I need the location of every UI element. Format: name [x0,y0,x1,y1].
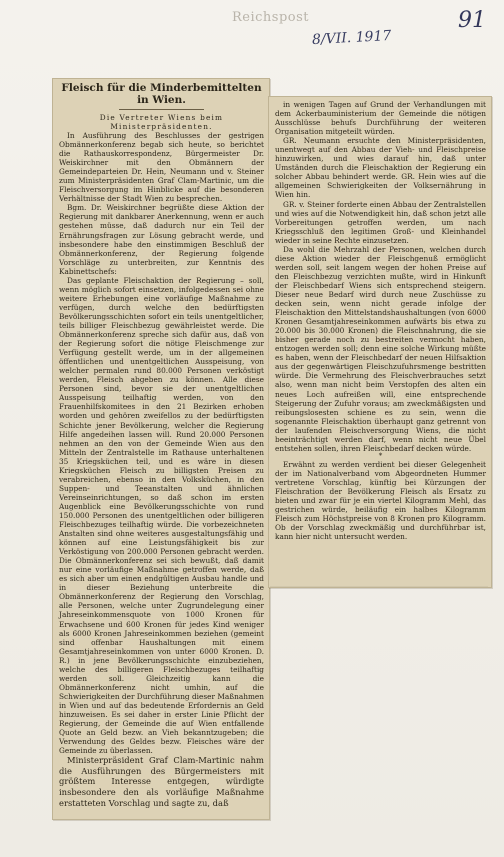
left-paragraph: Bgm. Dr. Weiskirchner begrüßte diese Aktion der Regierung mit dankbarer Anerkennung, wenn er auch gestehen müsse, daß dadurch nur ein Teil der Ernährungsfragen zur Lösung gebracht werde, und insbesondere habe den einstimmigen Beschluß der Obmännerkonferenz, der Regierung folgende Vorschläge zu unterbreiten, zur Kenntnis des Kabinettschefs: [59,203,264,276]
right-column-text [269,97,491,545]
article-subtitle: Die Vertreter Wiens beim Ministerpräsidenten. [99,113,224,131]
left-paragraph: In Ausführung des Beschlusses der gestrigen Obmännerkonferenz begab sich heute, so berichtet die Rathauskorrespondenz, Bürgermeister Dr. Weiskirchner mit den Obmännern der Gemeindeparteien Dr. Hein, Neumann und v. Steiner zum Ministerpräsidenten Graf Clam-Martinic, um die Fleischversorgung im Hinblicke auf die besonderen Verhältnisse der Stadt Wien zu besprechen. [59,131,264,204]
folio-number: 91 [458,8,486,33]
clipping-left-column [52,78,270,820]
section-star: * [378,451,383,460]
clipping-shadow [270,586,488,587]
left-column-text [53,79,269,812]
right-paragraph: Da wohl die Mehrzahl der Personen, welchen durch diese Aktion wieder der Fleischgenuß ermöglicht werden soll, seit langem wegen der hohen Preise auf den Fleischbezug verzichten mußte, wird in Hinkunft der Fleischbedarf Wiens sich entsprechend steigern. Dieser neue Bedarf wird durch neue Zuschüsse zu decken sein, wenn nicht gerade infolge der Fleischaktion den Mittelstandshaushaltungen (von 6000 Kronen Gesamtjahreseinkommen aufwärts bis etwa zu 20.000 bis 30.000 Kronen) die Fleischnahrung, die sie bisher gerade noch zu bestreiten vermocht haben, entzogen werden soll; denn eine solche Wirkung müßte es haben, wenn der Fleischbedarf der neuen Hilfsaktion aus der gegenwärtigen Fleischzufuhrsmenge bestritten würde. Die Vermehrung des Fleischverbrauches setzt also, wenn man nicht beim Verstopfen des alten ein neues Loch aufreißen will, eine entsprechende Steigerung der Zufuhr voraus; am zweckmäßigsten und reibungslosesten schiene es zu sein, wenn die sogenannte Fleischaktion überhaupt ganz getrennt von der laufenden Fleischversorgung Wiens, die nicht beeinträchtigt werden darf, wenn nicht neue Übel entstehen sollen, ihren Fleischbedarf decken würde. [275,244,486,453]
right-paragraph: Erwähnt zu werden verdient bei dieser Gelegenheit der im Nationalverband vom Abgeordneten Hummer vertretene Vorschlag, künftig bei Kürzungen der Fleischration der Bevölkerung Fleisch als Ersatz zu bieten und zwar für je ein viertel Kilogramm Mehl, das gestrichen würde, beiläufig ein halbes Kilogramm Fleisch zum Höchstpreise von 8 Kronen pro Kilogramm. Ob der Vorschlag zweckmäßig und durchführbar ist, kann hier nicht untersucht werden. [275,459,486,542]
left-closing-paragraph: Ministerpräsident Graf Clam-Martinic nahm die Ausführungen des Bürgermeisters mit größtem Interesse entgegen, würdigte insbesondere den als vorläufige Maßnahme erstatteten Vorschlag und sagte zu, daß [59,755,264,808]
right-paragraph: GR. Neumann ersuchte den Ministerpräsidenten, unentwegt auf den Abbau der Vieh- und Fleischpreise hinzuwirken, und wies darauf hin, daß unter Umständen durch die Fleischaktion der Regierung ein solcher Abbau behindert werde. GR. Hein wies auf die allgemeinen Schwierigkeiten der Volksernährung in Wien hin. [275,136,486,200]
title-divider [119,109,204,110]
clipping-right-column [268,96,492,588]
article-title: Fleisch für die Minderbemittelten in Wien. [61,82,262,106]
handwritten-date: 8/VII. 1917 [311,27,392,49]
left-paragraph: Das geplante Fleischaktion der Regierung – soll, wenn möglich sofort einsetzen, infolgedessen sei ohne weitere Erhebungen eine vorläufige Maßnahme zu verfügen, durch welche den bedürftigsten Bevölkerungsschichten sofort ein teils unentgeltlicher, teils billiger Fleischbezug gewährleistet werde. Die Obmännerkonferenz spreche sich dafür aus, daß von der Regierung sofort die nötige Fleischmenge zur Verfügung gestellt werde, um in der allgemeinen öffentlichen und unentgeltlichen Ausspeisung, von welcher permalen rund 80.000 Personen verköstigt werden, Fleisch abgeben zu können. Alle diese Personen sind, bevor sie der unentgeltlichen Ausspeisung teilhaftig werden, von den Frauenhilfskomitees in den 21 Bezirken erhoben worden und gehören zweifellos zu der bedürftigsten Schichte jener Bevölkerung, welcher die Regierung Hilfe angedeihen lassen will. Rund 20.000 Personen nehmen an den von der Gemeinde Wien aus den Mitteln der Zentralstelle im Rathause unterhaltenen 35 Kriegsküchen teil, und es wäre in diesen Kriegsküchen Fleisch zu billigsten Preisen zu verabreichen, ebenso in den Volksküchen, in den Suppen- und Teeanstalten und ähnlichen Vereinseinrichtungen, so daß schon im ersten Augenblick eine Bevölkerungsschichte von rund 150.000 Personen des unentgeltlichen oder billigeren Fleischbezuges teilhaftig würde. Die vorbezeichneten Anstalten sind ohne weiteres ausgestaltungsfähig und können auf eine Leistungsfähigkeit bis zur Verköstigung von 200.000 Personen gebracht werden. Die Obmännerkonferenz sei sich bewußt, daß damit nur eine vorläufige Maßnahme getroffen werde, daß es sich aber um einen endgültigen Ausbau handle und in dieser Beziehung unterbreite die Obmännerkonferenz der Regierung den Vorschlag, alle Personen, welche unter Zugrundelegung einer Jahreseinkommensquote von 1000 Kronen für Erwachsene und 600 Kronen für jedes Kind weniger als 6000 Kronen Jahreseinkommen beziehen (gemeint sind offenbar Haushaltungen mit einem Gesamtjahreseinkommen von unter 6000 Kronen. D. R.) in jene Bevölkerungsschichte einzubeziehen, welche des billigeren Fleischbezuges teilhaftig werden soll. Gleichzeitig kann die Obmännerkonferenz nicht umhin, auf die Schwierigkeiten der Durchführung dieser Maßnahmen in Wien und auf das bedeutende Erfordernis an Geld hinzuweisen. Es sei daher in erster Linie Pflicht der Regierung, der Gemeinde die auf Wien entfallende Quote an Geld bezw. an Vieh bekanntzugeben; die Verwendung des Geldes bezw. Fleisches wäre der Gemeinde zu überlassen. [59,275,265,756]
right-paragraph: in wenigen Tagen auf Grund der Verhandlungen mit dem Ackerbauministerium der Gemeinde die nötigen Ausschlüsse behufs Durchführung der weiteren Organisation mitgeteilt würden. [275,100,486,137]
right-paragraph: GR. v. Steiner forderte einen Abbau der Zentralstellen und wies auf die Notwendigkeit hin, daß schon jetzt alle Vorbereitungen getroffen werden, um nach Kriegsschluß den legitimen Groß- und Kleinhandel wieder in seine Rechte einzusetzen. [275,199,486,245]
masthead: Reichspost [232,10,310,25]
